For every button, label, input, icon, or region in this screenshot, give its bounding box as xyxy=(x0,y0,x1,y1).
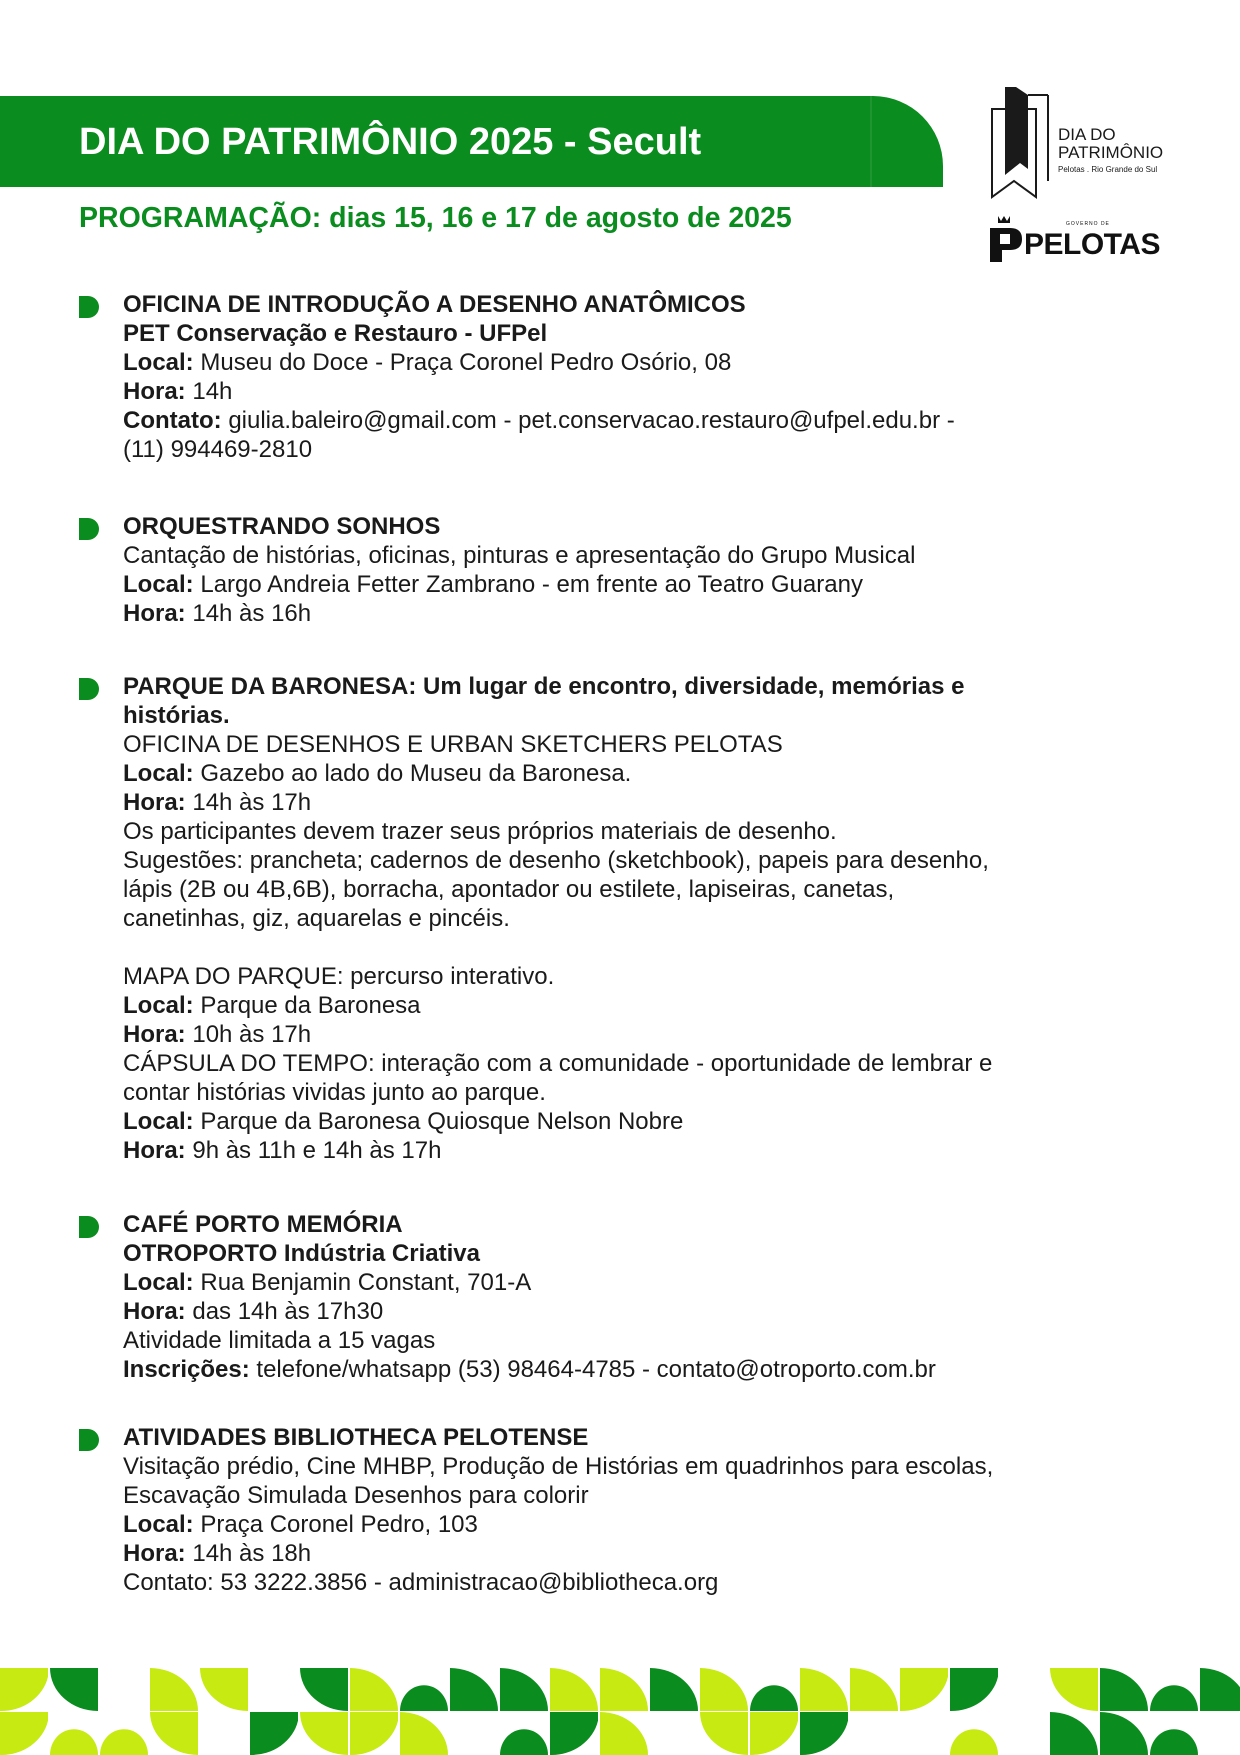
footer-tile xyxy=(950,1668,998,1711)
event-title-bold: PARQUE DA BARONESA xyxy=(123,673,409,700)
hora-value: 14h às 16h xyxy=(192,600,312,627)
footer-tile xyxy=(150,1668,198,1711)
capsule-hora-value: 9h às 11h e 14h às 17h xyxy=(192,1137,442,1164)
bullet-icon xyxy=(79,678,101,700)
footer-tile xyxy=(450,1668,498,1711)
footer-tile xyxy=(350,1668,398,1711)
footer-tile xyxy=(200,1668,248,1711)
footer-tile xyxy=(50,1668,98,1711)
footer-tile xyxy=(300,1712,348,1755)
dia-do-patrimonio-logo xyxy=(988,85,1188,203)
contato-value[interactable]: giulia.baleiro@gmail.com - pet.conservacao.restauro@ufpel.edu.br - xyxy=(228,407,955,434)
local-label: Local: xyxy=(123,1269,194,1296)
bullet-icon xyxy=(79,518,101,540)
hora-label: Hora: xyxy=(123,600,186,627)
event-title: OFICINA DE INTRODUÇÃO A DESENHO ANATÔMICOS xyxy=(123,291,746,318)
local-value: Largo Andreia Fetter Zambrano - em frente ao Teatro Guarany xyxy=(200,571,863,598)
local-label: Local: xyxy=(123,571,194,598)
capsule-text-2: contar histórias vividas junto ao parque. xyxy=(123,1079,546,1106)
footer-tile xyxy=(400,1685,448,1711)
local-label: Local: xyxy=(123,1108,194,1135)
logo-dia-line1: DIA DO xyxy=(1058,125,1116,144)
footer-tile xyxy=(350,1712,398,1755)
footer-tile xyxy=(1050,1668,1098,1711)
footer-tile xyxy=(1200,1668,1240,1711)
event-title: CAFÉ PORTO MEMÓRIA xyxy=(123,1211,403,1238)
footer-tile xyxy=(500,1729,548,1755)
footer-tile xyxy=(800,1668,848,1711)
footer-tile xyxy=(850,1668,898,1711)
ribbon-icon xyxy=(988,85,1058,203)
workshop-title: OFICINA DE DESENHOS E URBAN SKETCHERS PELOTAS xyxy=(123,731,783,758)
local-label: Local: xyxy=(123,992,194,1019)
logo-dia-line2: PATRIMÔNIO xyxy=(1058,143,1164,162)
contato-label: Contato: xyxy=(123,407,222,434)
local-label: Local: xyxy=(123,1511,194,1538)
footer-tile xyxy=(250,1712,298,1755)
footer-tile xyxy=(750,1712,798,1755)
footer-pattern xyxy=(0,1668,1240,1755)
footer-tile xyxy=(1150,1729,1198,1755)
local-value: Rua Benjamin Constant, 701-A xyxy=(200,1269,532,1296)
footer-tile xyxy=(700,1668,748,1711)
capsule-text-1: CÁPSULA DO TEMPO: interação com a comunidade - oportunidade de lembrar e xyxy=(123,1050,993,1077)
logo-governo-text: GOVERNO DE xyxy=(1066,221,1110,227)
capsule-local-value: Parque da Baronesa Quiosque Nelson Nobre xyxy=(200,1108,684,1135)
footer-tile xyxy=(550,1668,598,1711)
hora-value: 14h às 17h xyxy=(192,789,312,816)
hora-value: das 14h às 17h30 xyxy=(192,1298,384,1325)
page-title: DIA DO PATRIMÔNIO 2025 - Secult xyxy=(79,121,702,163)
footer-tile xyxy=(300,1668,348,1711)
suggestions-text-2: lápis (2B ou 4B,6B), borracha, apontador ou estilete, lapiseiras, canetas, xyxy=(123,876,895,903)
local-label: Local: xyxy=(123,349,194,376)
event-org: OTROPORTO Indústria Criativa xyxy=(123,1240,480,1267)
bullet-icon xyxy=(79,1216,101,1238)
footer-tile xyxy=(1150,1685,1198,1711)
footer-tile xyxy=(0,1712,48,1755)
contato-text[interactable]: Contato: 53 3222.3856 - administracao@bibliotheca.org xyxy=(123,1569,719,1596)
hora-label: Hora: xyxy=(123,1021,186,1048)
map-title: MAPA DO PARQUE: percurso interativo. xyxy=(123,963,555,990)
local-value: Museu do Doce - Praça Coronel Pedro Osório, 08 xyxy=(200,349,732,376)
hora-value: 14h xyxy=(192,378,233,405)
limit-text: Atividade limitada a 15 vagas xyxy=(123,1327,436,1354)
local-value: Gazebo ao lado do Museu da Baronesa. xyxy=(200,760,632,787)
event-org: PET Conservação e Restauro - UFPel xyxy=(123,320,548,347)
hora-label: Hora: xyxy=(123,1137,186,1164)
event-title-line2: histórias. xyxy=(123,702,230,729)
hora-value: 14h às 18h xyxy=(192,1540,312,1567)
program-subtitle: PROGRAMAÇÃO: dias 15, 16 e 17 de agosto de 2025 xyxy=(79,202,792,234)
banner-divider xyxy=(870,96,872,187)
local-value: Praça Coronel Pedro, 103 xyxy=(200,1511,478,1538)
footer-tile xyxy=(1100,1712,1148,1755)
inscricoes-value[interactable]: telefone/whatsapp (53) 98464-4785 - contato@otroporto.com.br xyxy=(256,1356,936,1383)
footer-tile xyxy=(500,1668,548,1711)
map-hora-value: 10h às 17h xyxy=(192,1021,312,1048)
crown-p-icon xyxy=(988,214,1024,264)
footer-tile xyxy=(600,1712,648,1755)
inscricoes-label: Inscrições: xyxy=(123,1356,250,1383)
footer-tile xyxy=(800,1712,848,1755)
hora-label: Hora: xyxy=(123,1540,186,1567)
footer-tile xyxy=(700,1712,748,1755)
footer-tile xyxy=(750,1685,798,1711)
logo-dia-line3: Pelotas . Rio Grande do Sul xyxy=(1058,165,1158,174)
hora-label: Hora: xyxy=(123,378,186,405)
suggestions-text-3: canetinhas, giz, aquarelas e pincéis. xyxy=(123,905,510,932)
footer-tile xyxy=(0,1668,48,1711)
map-local-value: Parque da Baronesa xyxy=(200,992,421,1019)
footer-tile xyxy=(550,1712,598,1755)
bullet-icon xyxy=(79,1429,101,1451)
event-title-rest: : Um lugar de encontro, diversidade, memórias e xyxy=(408,673,965,700)
footer-tile xyxy=(50,1729,98,1755)
footer-tile xyxy=(1050,1712,1098,1755)
footer-tile xyxy=(650,1668,698,1711)
event-title: ORQUESTRANDO SONHOS xyxy=(123,513,441,540)
footer-tile xyxy=(900,1668,948,1711)
footer-tile xyxy=(100,1729,148,1755)
materials-text: Os participantes devem trazer seus próprios materiais de desenho. xyxy=(123,818,837,845)
footer-tile xyxy=(400,1712,448,1755)
hora-label: Hora: xyxy=(123,789,186,816)
event-title: ATIVIDADES BIBLIOTHECA PELOTENSE xyxy=(123,1424,589,1451)
governo-pelotas-logo xyxy=(988,214,1188,264)
contato-phone[interactable]: (11) 994469-2810 xyxy=(123,436,313,463)
event-description-1: Visitação prédio, Cine MHBP, Produção de Histórias em quadrinhos para escolas, xyxy=(123,1453,994,1480)
footer-tile xyxy=(600,1668,648,1711)
event-description: Cantação de histórias, oficinas, pinturas e apresentação do Grupo Musical xyxy=(123,542,916,569)
footer-tile xyxy=(950,1729,998,1755)
bullet-icon xyxy=(79,296,101,318)
suggestions-text-1: Sugestões: prancheta; cadernos de desenho (sketchbook), papeis para desenho, xyxy=(123,847,989,874)
local-label: Local: xyxy=(123,760,194,787)
logo-pelotas-text: PELOTAS xyxy=(1024,228,1160,261)
event-description-2: Escavação Simulada Desenhos para colorir xyxy=(123,1482,589,1509)
footer-tile xyxy=(150,1712,198,1755)
footer-tile xyxy=(1100,1668,1148,1711)
hora-label: Hora: xyxy=(123,1298,186,1325)
